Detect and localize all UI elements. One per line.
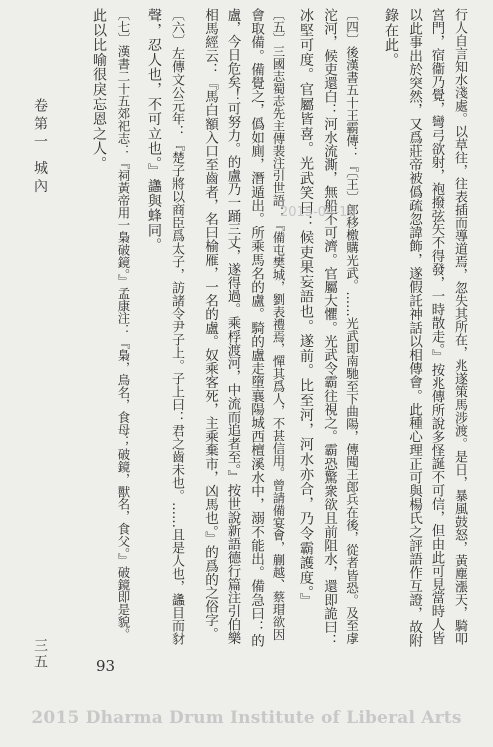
footnote-column: 〔四〕後漢書五十王霸傳：『〔王〕郎移檄購光武。……光武即南馳至下曲陽，傳聞王郎兵在後，從者皆恐。及至虖 — [344, 8, 359, 645]
date-stamp: 2015-04-16 — [280, 205, 356, 220]
chapter-header: 卷第一 城內 — [32, 98, 48, 197]
watermark-footer: 2015 Dharma Drum Institute of Liberal Arts — [31, 708, 462, 728]
text-column: 沱河，候吏還白：河水流澌，無船不可濟。官屬大懼。光武令霸往視之。霸恐驚衆欲且前阻水，還即詭曰： — [321, 8, 337, 648]
text-column: 聲，忍人也，不可立也。』蠭與蜂同。 — [146, 8, 162, 253]
text-column: 宮門，宿衞乃覺，彎弓欲射，袍撥弦矢不得發，一時散走。』按兆傳所說多怪誕不可信，但由此可見當時人皆 — [429, 8, 444, 645]
text-column: 會取備。備覺之，僞如廁，潛遁出。所乘馬名的盧。騎的盧走墮襄陽城西檀溪水中，溺不能出。備急曰：的 — [248, 8, 264, 648]
text-column: 冰堅可度。官屬皆喜。光武笑曰：候吏果妄語也。遂前。比至河，河水亦合，乃令霸護度。』 — [298, 8, 314, 608]
footnote-column: 〔七〕漢書二十五郊祀志：『祠黃帝用一梟破鏡。』孟康注：『梟，鳥名，食母；破鏡，獸名，食父。』破鏡即是貌。 — [116, 8, 131, 641]
footnote-column: 〔六〕左傳文公元年：『楚子將以商臣爲太子，訪諸令尹子上。子上曰：君之齒未也。……且是人也，蠭目而豺 — [169, 8, 184, 645]
text-column: 錄在此。 — [383, 8, 399, 68]
header-page-number: 三五 — [32, 638, 48, 670]
text-column: 相馬經云：『馬白額入口至齒者，名曰榆雁，一名的盧。奴乘客死，主乘棄市，凶馬也。』的爲的之俗字。 — [202, 8, 218, 641]
text-column: 以此事出於突然，又爲莊帝被僞疏忽諱飾，遂假託神話以相傳會。此種心理正可與楊氏之評語作互證，故附 — [406, 8, 422, 648]
footnote-column: 〔五〕三國志蜀志先主傳裴注引世語：『備屯樊城，劉表禮焉，憚其爲人，不甚信用。曾請備宴會，蒯越、蔡瑁欲因 — [271, 8, 286, 641]
text-column: 盧，今日危矣！可努力。的盧乃一踊三丈，遂得過。乘桴渡河，中流而追者至。』按世說新語德行篇注引伯樂 — [225, 8, 240, 645]
text-column: 此以比喻很戾忘恩之人。 — [91, 8, 107, 171]
text-column: 行人自言知水淺處。以草往，往表插而導道焉，忽失其所在，兆遂策馬涉渡。是日，暴風鼓怒，黃塵漲天，騎叩 — [452, 8, 467, 645]
page-number: 93 — [96, 657, 116, 675]
